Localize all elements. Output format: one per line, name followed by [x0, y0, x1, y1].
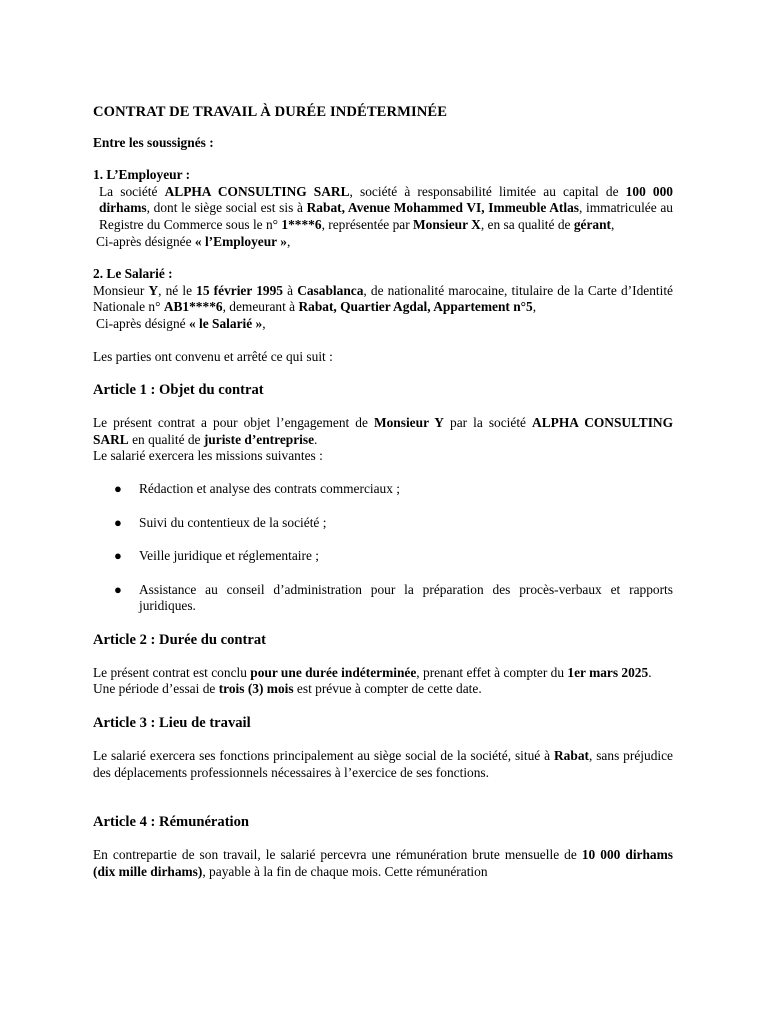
- article-3-title: Article 3 : Lieu de travail: [93, 715, 251, 732]
- article-2-title: Article 2 : Durée du contrat: [93, 631, 267, 648]
- bullet-icon: ●: [114, 548, 122, 564]
- list-item: ● Rédaction et analyse des contrats commerciaux ;: [114, 480, 401, 496]
- article-1-paragraph: Le présent contrat a pour objet l’engagement de Monsieur Y par la société ALPHA CONSULTING SARL en qualité de juriste d’entreprise.: [93, 415, 674, 447]
- article-3-paragraph: Le salarié exercera ses fonctions principalement au siège social de la société, situé à Rabat, sans préjudice des déplacements professionnels nécessaires à l’exercice de ses fonctions.: [93, 748, 673, 780]
- bullet-icon: ●: [114, 514, 122, 530]
- employee-paragraph: Monsieur Y, né le 15 février 1995 à Casablanca, de nationalité marocaine, titulaire de la Carte d’Identité Nationale n° AB1****6, demeurant à Rabat, Quartier Agdal, Appartement n°5,: [93, 282, 674, 315]
- article-4-title: Article 4 : Rémunération: [93, 814, 250, 831]
- list-item: ● Assistance au conseil d’administration pour la préparation des procès-verbaux et rapports juridiques.: [114, 581, 673, 614]
- employee-designation: Ci-après désigné « le Salarié »,: [96, 315, 266, 331]
- list-item: ● Suivi du contentieux de la société ;: [114, 514, 327, 530]
- contract-document: [93, 104, 673, 880]
- article-4-paragraph: En contrepartie de son travail, le salarié percevra une rémunération brute mensuelle de 10 000 dirhams (dix mille dirhams), payable à la fin de chaque mois. Cette rémunération: [93, 847, 673, 879]
- missions-list: [93, 481, 673, 615]
- document-title: CONTRAT DE TRAVAIL À DURÉE INDÉTERMINÉE: [93, 104, 448, 120]
- trial-period-line: Une période d’essai de trois (3) mois est prévue à compter de cette date.: [93, 681, 482, 697]
- list-item: ● Veille juridique et réglementaire ;: [114, 548, 319, 564]
- article-2-paragraph: Le présent contrat est conclu pour une durée indéterminée, prenant effet à compter du 1er mars 2025.: [93, 664, 652, 680]
- employer-designation: Ci-après désignée « l’Employeur »,: [96, 233, 291, 249]
- bullet-icon: ●: [114, 480, 122, 496]
- article-1-title: Article 1 : Objet du contrat: [93, 382, 264, 399]
- missions-intro: Le salarié exercera les missions suivantes :: [93, 448, 323, 464]
- agreement-line: Les parties ont convenu et arrêté ce qui suit :: [93, 348, 333, 364]
- employee-heading: 2. Le Salarié :: [93, 266, 173, 282]
- employer-heading: 1. L’Employeur :: [93, 167, 191, 183]
- intro-line: Entre les soussignés :: [93, 134, 214, 150]
- employer-paragraph: La société ALPHA CONSULTING SARL, société à responsabilité limitée au capital de 100 000 dirhams, dont le siège social est sis à Rabat, Avenue Mohammed VI, Immeuble Atlas, immatriculée au Registre du Commerce sous le n° 1****6, représentée par Monsieur X, en sa qualité de gérant,: [99, 183, 673, 232]
- bullet-icon: ●: [114, 581, 122, 597]
